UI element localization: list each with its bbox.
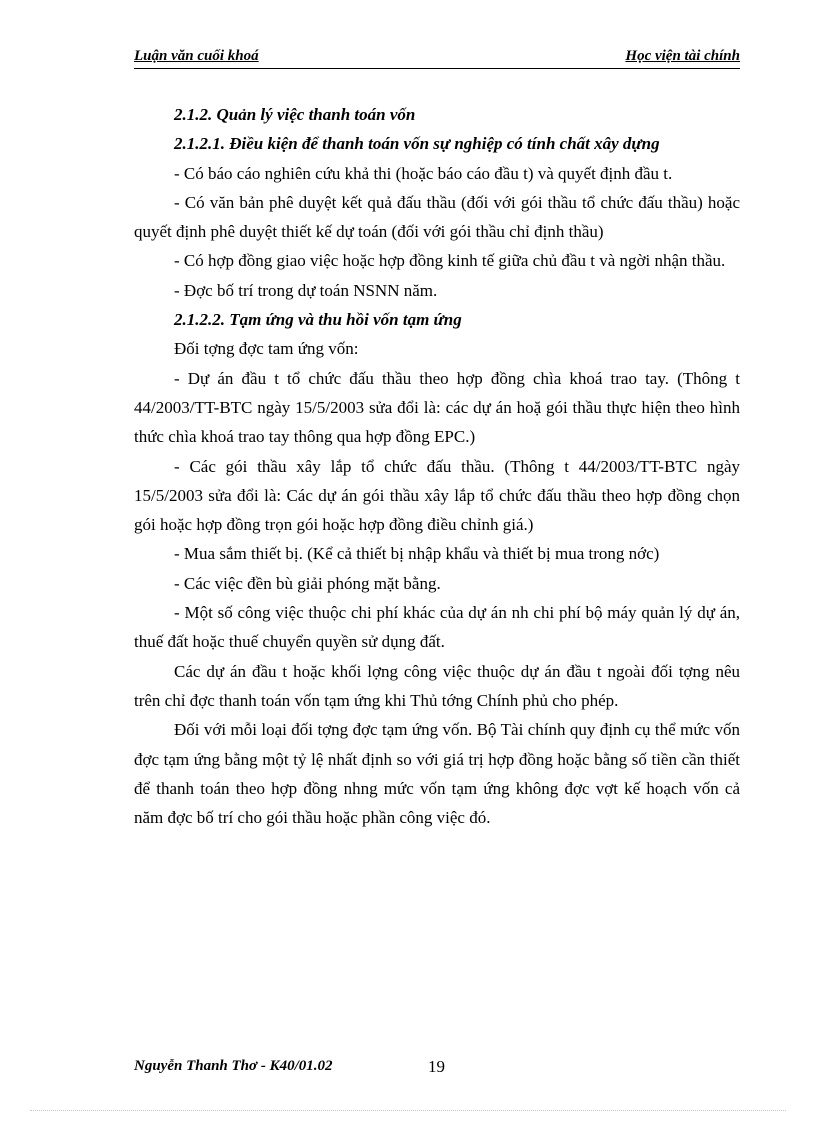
paragraph: - Dự án đầu t tổ chức đấu thầu theo hợp đồng chìa khoá trao tay. (Thông t 44/2003/TT-BTC ngày 15/5/2003 sửa đổi là: các dự án hoặ gói thầu thực hiện theo hình thức chìa khoá trao tay thông qua hợp đồng EPC.) [134, 368, 740, 447]
paragraph: - Đợc bố trí trong dự toán NSNN năm. [174, 280, 438, 300]
paragraph: - Các gói thầu xây lắp tổ chức đấu thầu. (Thông t 44/2003/TT-BTC ngày 15/5/2003 sửa đổi là: Các dự án gói thầu xây lắp tổ chức đấu thầu theo hợp đồng chọn gói hoặc hợp đồng trọn gói hoặc hợp đồng điều chỉnh giá.) [134, 456, 740, 535]
document-body [134, 100, 740, 832]
paragraph: - Mua sắm thiết bị. (Kể cả thiết bị nhập khẩu và thiết bị mua trong nớc) [174, 544, 660, 564]
paragraph: Đối với mỗi loại đối tợng đợc tạm ứng vốn. Bộ Tài chính quy định cụ thể mức vốn đợc tạm ứng bằng một tỷ lệ nhất định so với giá trị hợp đồng hoặc bằng số tiền cần thiết để thanh toán theo hợp đồng nhng mức vốn tạm ứng không đợc vợt kế hoạch vốn cả năm đợc bố trí cho gói thầu hoặc phần công việc đó. [134, 720, 740, 828]
paragraph: Các dự án đầu t hoặc khối lợng công việc thuộc dự án đầu t ngoài đối tợng nêu trên chỉ đợc thanh toán vốn tạm ứng khi Thủ tớng Chính phủ cho phép. [134, 661, 740, 710]
subsection-heading: 2.1.2.2. Tạm ứng và thu hồi vốn tạm ứng [174, 310, 462, 330]
paragraph: - Có văn bản phê duyệt kết quả đấu thầu (đối với gói thầu tổ chức đấu thầu) hoặc quyết định phê duyệt thiết kế dự toán (đối với gói thầu chỉ định thầu) [134, 192, 740, 242]
page-header [134, 46, 740, 69]
paragraph: - Có báo cáo nghiên cứu khả thi (hoặc báo cáo đầu t) và quyết định đầu t. [174, 163, 673, 183]
section-heading: 2.1.2. Quản lý việc thanh toán vốn [174, 105, 416, 124]
paragraph: Đối tợng đợc tam ứng vốn: [174, 339, 359, 359]
header-institution: Học viện tài chính [625, 48, 740, 64]
paragraph: - Các việc đền bù giải phóng mặt bằng. [174, 573, 441, 593]
header-thesis-title: Luận văn cuối khoá [134, 48, 259, 64]
paragraph: - Có hợp đồng giao việc hoặc hợp đồng kinh tế giữa chủ đầu t và ngời nhận thầu. [174, 251, 726, 271]
subsection-heading: 2.1.2.1. Điều kiện để thanh toán vốn sự nghiệp có tính chất xây dựng [174, 134, 660, 154]
footer-author: Nguyễn Thanh Thơ - K40/01.02 [134, 1058, 333, 1074]
page-bottom-divider [30, 1110, 786, 1111]
paragraph: - Một số công việc thuộc chi phí khác của dự án nh chi phí bộ máy quản lý dự án, thuế đất hoặc thuế chuyển quyền sử dụng đất. [134, 603, 740, 652]
page-number: 19 [428, 1057, 445, 1076]
